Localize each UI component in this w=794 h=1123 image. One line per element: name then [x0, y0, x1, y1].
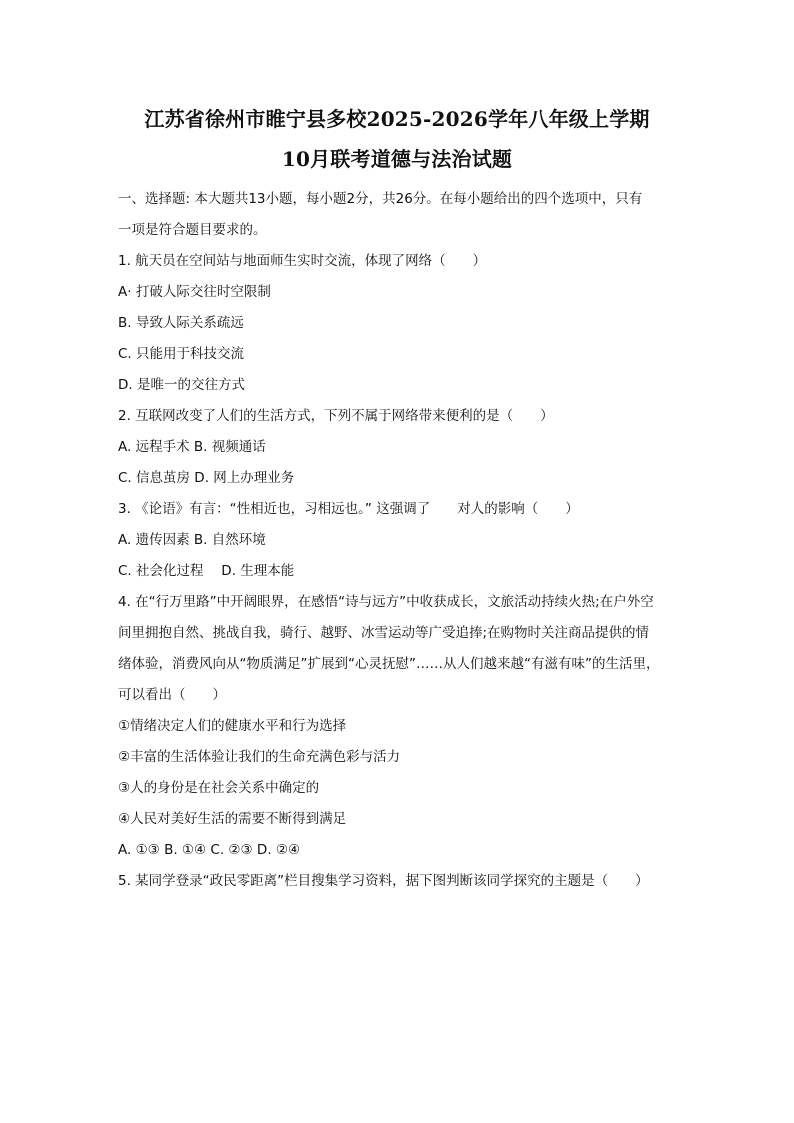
question-4-statement-1: ①情绪决定人们的健康水平和行为选择	[118, 718, 347, 734]
question-4-stem-line3: 绪体验，消费风向从“物质满足”扩展到“心灵抚慰”……从人们越来越“有滋有味”的生活里，	[118, 656, 660, 672]
question-1-option-d: D. 是唯一的交往方式	[118, 377, 245, 393]
document-title-line2: 10月联考道德与法治试题	[281, 147, 513, 171]
question-2-options-ab: A. 远程手术 B. 视频通话	[118, 439, 266, 455]
question-2-options-cd: C. 信息茧房 D. 网上办理业务	[118, 470, 295, 486]
question-4-statement-2: ②丰富的生活体验让我们的生命充满色彩与活力	[118, 749, 401, 765]
question-1-option-a: A· 打破人际交往时空限制	[118, 284, 271, 300]
section-heading-line2: 一项是符合题目要求的。	[118, 222, 267, 238]
question-1-option-c: C. 只能用于科技交流	[118, 346, 245, 362]
question-4-statement-4: ④人民对美好生活的需要不断得到满足	[118, 811, 347, 827]
question-3-options-cd: C. 社会化过程 D. 生理本能	[118, 563, 295, 579]
document-title-line1: 江苏省徐州市睢宁县多校2025-2026学年八年级上学期	[144, 107, 650, 131]
document-body	[118, 184, 690, 897]
question-4-options: A. ①③ B. ①④ C. ②③ D. ②④	[118, 842, 301, 858]
question-2-stem: 2. 互联网改变了人们的生活方式，下列不属于网络带来便利的是（ ）	[118, 408, 554, 424]
question-3-options-ab: A. 遗传因素 B. 自然环境	[118, 532, 266, 548]
question-4-stem-line1: 4. 在“行万里路”中开阔眼界，在感悟“诗与远方”中收获成长，文旅活动持续火热;在户外空	[118, 594, 654, 610]
question-5-stem: 5. 某同学登录“政民零距离”栏目搜集学习资料，据下图判断该同学探究的主题是（ ）	[118, 873, 649, 889]
question-4-stem-line4: 可以看出（ ）	[118, 687, 226, 703]
question-1-stem: 1. 航天员在空间站与地面师生实时交流，体现了网络（ ）	[118, 253, 487, 269]
section-heading-line1: 一、选择题: 本大题共13小题，每小题2分，共26分。在每小题给出的四个选项中，只有	[118, 191, 643, 207]
question-3-stem: 3. 《论语》有言：“性相近也，习相远也。” 这强调了 对人的影响（ ）	[118, 501, 579, 517]
question-4-statement-3: ③人的身份是在社会关系中确定的	[118, 780, 320, 796]
question-1-option-b: B. 导致人际关系疏远	[118, 315, 244, 331]
question-4-stem-line2: 间里拥抱自然、挑战自我，骑行、越野、冰雪运动等广受追捧;在购物时关注商品提供的情	[118, 625, 650, 641]
